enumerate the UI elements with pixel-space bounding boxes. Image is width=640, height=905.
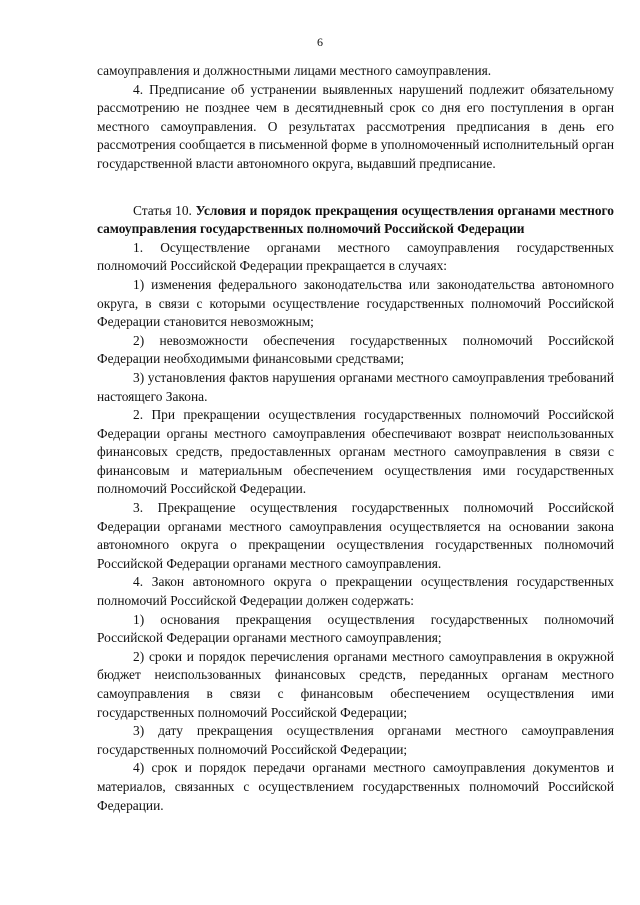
subitem-2b: 2) сроки и порядок перечисления органами местного самоуправления в окружной бюджет неиспользованных финансовых средств, переданных органам местного самоуправления в связи с финансовым обеспечением осуществления ими государственных полномочий Российской Федерации; <box>97 648 614 720</box>
paragraph-continuation: самоуправления и должностными лицами местного самоуправления. <box>97 63 492 78</box>
subitem-1: 1) изменения федерального законодательства или законодательства автономного округа, в связи с которыми осуществление государственных полномочий Российской Федерации становится невозможным; <box>97 276 614 330</box>
paragraph-item-2: 2. При прекращении осуществления государственных полномочий Российской Федерации органы местного самоуправления обеспечивают возврат неиспользованных финансовых средств, предоставленных органам местного самоуправления в связи с финансовым и материальным обеспечением осуществления ими государственных полномочий Российской Федерации. <box>97 407 614 497</box>
subitem-4b: 4) срок и порядок передачи органами местного самоуправления документов и материалов, связанных с осуществлением государственных полномочий Российской Федерации. <box>97 760 614 813</box>
paragraph-item-4: 4. Предписание об устранении выявленных нарушений подлежит обязательному рассмотрению не позднее чем в десятидневный срок со дня его поступления в орган местного самоуправления. О результатах рассмотрения предписания в день его рассмотрения сообщается в письменной форме в уполномоченный исполнительный орган государственной власти автономного округа, выдавший предписание. <box>97 81 614 171</box>
paragraph-item-1: 1. Осуществление органами местного самоуправления государственных полномочий Российской Федерации прекращается в случаях: <box>97 239 614 274</box>
subitem-2: 2) невозможности обеспечения государственных полномочий Российской Федерации необходимыми финансовыми средствами; <box>97 332 614 367</box>
subitem-1b: 1) основания прекращения осуществления государственных полномочий Российской Федерации органами местного самоуправления; <box>97 611 614 646</box>
article-title: Условия и порядок прекращения осуществления органами местного самоуправления государственных полномочий Российской Федерации <box>97 202 614 237</box>
subitem-3b: 3) дату прекращения осуществления органами местного самоуправления государственных полномочий Российской Федерации; <box>97 723 614 757</box>
document-body <box>97 62 614 815</box>
subitem-3: 3) установления фактов нарушения органами местного самоуправления требований настоящего Закона. <box>97 369 614 404</box>
page-number: 6 <box>317 35 323 49</box>
paragraph-item-4b: 4. Закон автономного округа о прекращении осуществления государственных полномочий Российской Федерации должен содержать: <box>97 574 614 609</box>
article-number: Статья 10. <box>133 202 196 218</box>
paragraph-item-3: 3. Прекращение осуществления государственных полномочий Российской Федерации органами местного самоуправления осуществляется на основании закона автономного округа о прекращении осуществления государственных полномочий Российской Федерации органами местного самоуправления. <box>97 500 614 571</box>
article-heading <box>97 202 614 239</box>
